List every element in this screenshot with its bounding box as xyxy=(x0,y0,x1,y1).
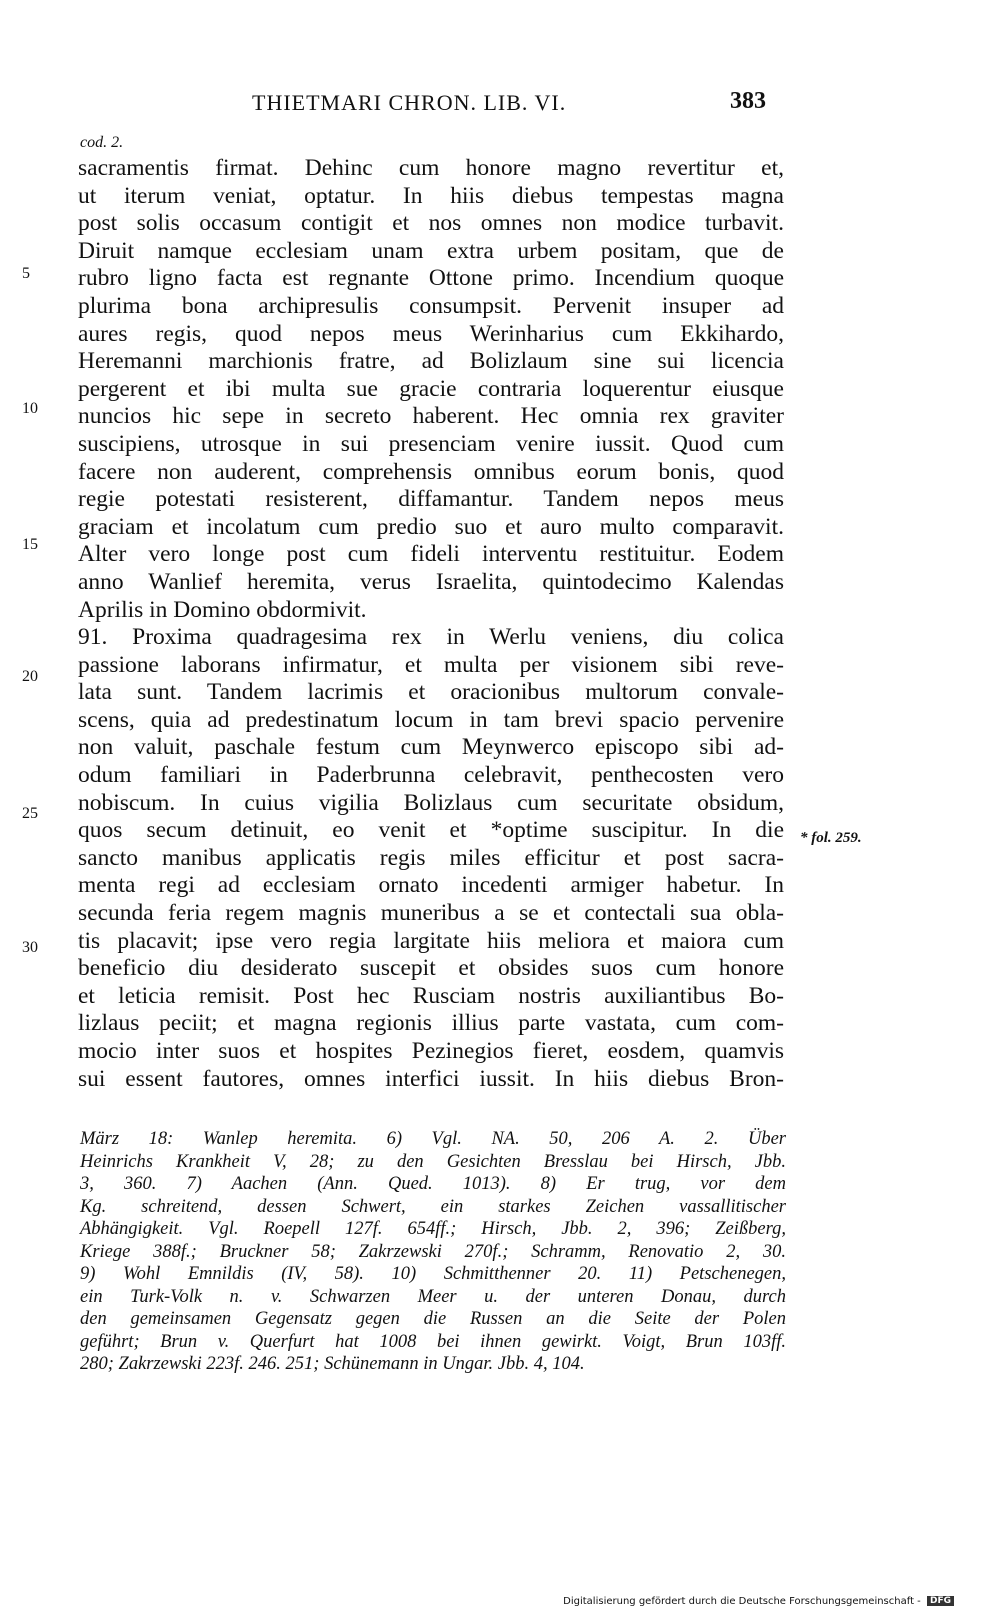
text-line: Diruit namque ecclesiam unam extra urbem positam, que de xyxy=(78,237,784,264)
text-line: suscipiens, utrosque in sui presenciam venire iussit. Quod cum xyxy=(78,430,784,457)
text-line: scens, quia ad predestinatum locum in tam brevi spacio pervenire xyxy=(78,706,784,733)
line-number: 25 xyxy=(22,805,38,822)
text-line: beneficio diu desiderato suscepit et obsides suos cum honore xyxy=(78,955,784,982)
main-text xyxy=(78,155,784,1093)
text-line: post solis occasum contigit et nos omnes non modice turbavit. xyxy=(78,210,784,237)
text-line: Heremanni marchionis fratre, ad Bolizlaum sine sui licencia xyxy=(78,348,784,375)
text-line: rubro ligno facta est regnante Ottone primo. Incendium quoque xyxy=(78,265,784,292)
text-line: sacramentis firmat. Dehinc cum honore magno revertitur et, xyxy=(78,155,784,181)
text-line: anno Wanlief heremita, verus Israelita, quintodecimo Kalendas xyxy=(78,568,784,595)
footnote-line: 3, 360. 7) Aachen (Ann. Qued. 1013). 8) Er trug, vor dem xyxy=(80,1174,786,1194)
text-line: passione laborans infirmatur, et multa per visionem sibi reve- xyxy=(78,651,784,678)
footnote-line: Kg. schreitend, dessen Schwert, ein starkes Zeichen vassallitischer xyxy=(80,1196,786,1217)
footnote-line: Kriege 388f.; Bruckner 58; Zakrzewski 270f.; Schramm, Renovatio 2, 30. xyxy=(80,1241,786,1262)
running-title: THIETMARI CHRON. LIB. VI. xyxy=(252,90,567,115)
codex-note: cod. 2. xyxy=(80,134,124,151)
text-line: mocio inter suos et hospites Pezinegios fieret, eosdem, quamvis xyxy=(78,1038,784,1064)
footnote-line: März 18: Wanlep heremita. 6) Vgl. NA. 50, 206 A. 2. Über xyxy=(80,1129,786,1149)
text-line: secunda feria regem magnis muneribus a se et contectali sua obla- xyxy=(78,900,784,927)
page-number: 383 xyxy=(730,88,766,114)
credit-text: Digitalisierung gefördert durch die Deutsche Forschungsgemeinschaft - xyxy=(563,1596,921,1607)
text-line: non valuit, paschale festum cum Meynwerco episcopo sibi ad- xyxy=(78,734,784,761)
line-number: 5 xyxy=(22,265,30,282)
footnote-line: Heinrichs Krankheit V, 28; zu den Gesichten Bresslau bei Hirsch, Jbb. xyxy=(80,1151,786,1172)
text-line: nobiscum. In cuius vigilia Bolizlaus cum securitate obsidum, xyxy=(78,789,784,816)
text-line: odum familiari in Paderbrunna celebravit, penthecosten vero xyxy=(78,762,784,789)
text-line: plurima bona archipresulis consumpsit. Pervenit insuper ad xyxy=(78,292,784,319)
footnotes xyxy=(80,1128,786,1376)
text-line: quos secum detinuit, eo venit et *optime suscipitur. In die xyxy=(78,817,784,844)
margin-folio-note: * fol. 259. xyxy=(800,830,862,846)
footnote-line: 280; Zakrzewski 223f. 246. 251; Schünemann in Ungar. Jbb. 4, 104. xyxy=(80,1354,585,1374)
line-number: 20 xyxy=(22,668,38,685)
footnote-line: geführt; Brun v. Querfurt hat 1008 bei ihnen gewirkt. Voigt, Brun 103ff. xyxy=(80,1331,786,1352)
text-line: Aprilis in Domino obdormivit. xyxy=(78,596,367,623)
text-line: lata sunt. Tandem lacrimis et oracionibus multorum convale- xyxy=(78,679,784,706)
line-number: 10 xyxy=(22,400,38,417)
text-line: ut iterum veniat, optatur. In hiis diebus tempestas magna xyxy=(78,182,784,209)
text-line: tis placavit; ipse vero regia largitate hiis meliora et maiora cum xyxy=(78,927,784,954)
text-line: sui essent fautores, omnes interfici iussit. In hiis diebus Bron- xyxy=(78,1065,784,1092)
line-number: 30 xyxy=(22,939,38,956)
text-line: aures regis, quod nepos meus Werinharius cum Ekkihardo, xyxy=(78,320,784,347)
text-line: menta regi ad ecclesiam ornato incedenti armiger habetur. In xyxy=(78,872,784,899)
text-line: regie potestati resisterent, diffamantur. Tandem nepos meus xyxy=(78,486,784,513)
dfg-logo: DFG xyxy=(927,1596,954,1606)
text-line: facere non auderent, comprehensis omnibus eorum bonis, quod xyxy=(78,458,784,485)
footnote-line: ein Turk-Volk n. v. Schwarzen Meer u. der unteren Donau, durch xyxy=(80,1286,786,1307)
footnote-line: 9) Wohl Emnildis (IV, 58). 10) Schmitthenner 20. 11) Petschenegen, xyxy=(80,1264,786,1284)
footnote-line: den gemeinsamen Gegensatz gegen die Russen an die Seite der Polen xyxy=(80,1309,786,1329)
text-line: 91. Proxima quadragesima rex in Werlu veniens, diu colica xyxy=(78,624,784,651)
text-line: nuncios hic sepe in secreto haberent. Hec omnia rex graviter xyxy=(78,403,784,430)
line-number: 15 xyxy=(22,536,38,553)
text-line: lizlaus peciit; et magna regionis illius parte vastata, cum com- xyxy=(78,1010,784,1037)
footer-credit xyxy=(563,1596,954,1607)
text-line: sancto manibus applicatis regis miles efficitur et post sacra- xyxy=(78,844,784,871)
footnote-line: Abhängigkeit. Vgl. Roepell 127f. 654ff.; Hirsch, Jbb. 2, 396; Zeißberg, xyxy=(80,1219,786,1239)
text-line: pergerent et ibi multa sue gracie contraria loquerentur eiusque xyxy=(78,375,784,402)
text-line: Alter vero longe post cum fideli interventu restituitur. Eodem xyxy=(78,541,784,568)
text-line: graciam et incolatum cum predio suo et auro multo comparavit. xyxy=(78,513,784,540)
text-line: et leticia remisit. Post hec Rusciam nostris auxiliantibus Bo- xyxy=(78,982,784,1009)
